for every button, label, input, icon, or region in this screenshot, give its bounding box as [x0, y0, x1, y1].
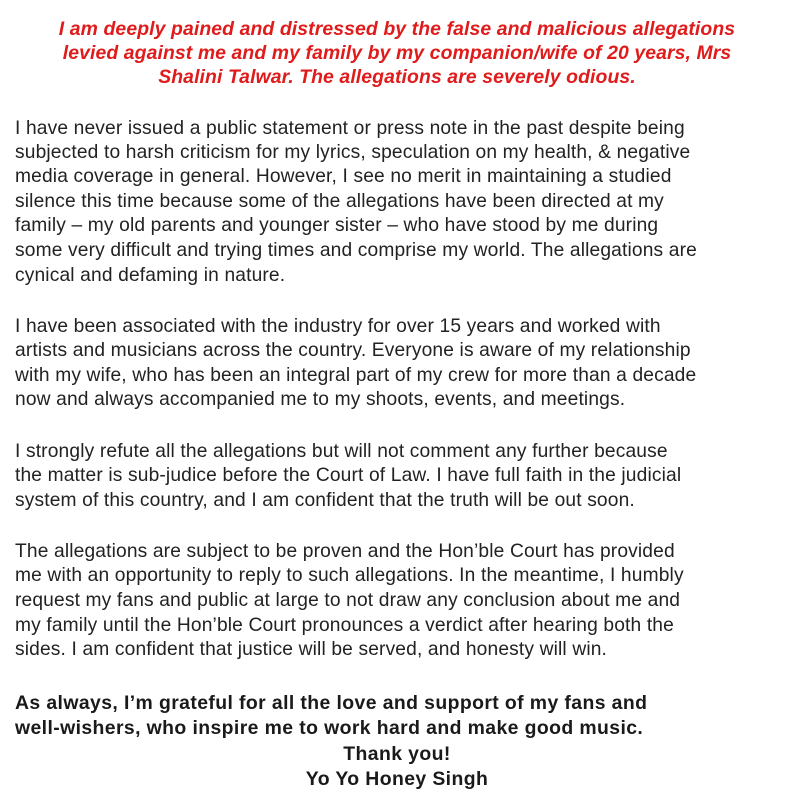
paragraph-2-line-1: I have been associated with the industry for over 15 years and worked with [15, 316, 661, 337]
paragraph-2-line-4: now and always accompanied me to my shoots, events, and meetings. [15, 389, 626, 410]
paragraph-2-line-2: artists and musicians across the country. Everyone is aware of my relationship [15, 340, 691, 361]
closing-line-2: well-wishers, who inspire me to work hard and make good music. [15, 717, 644, 739]
paragraph-1-line-2: subjected to harsh criticism for my lyrics, speculation on my health, & negative [15, 142, 691, 163]
paragraph-1-line-6: some very difficult and trying times and comprise my world. The allegations are [15, 240, 697, 261]
heading-line-2: levied against me and my family by my companion/wife of 20 years, Mrs [62, 42, 732, 64]
paragraph-1-line-3: media coverage in general. However, I see no merit in maintaining a studied [15, 166, 672, 187]
paragraph-1-line-5: family – my old parents and younger sister – who have stood by me during [15, 215, 659, 236]
paragraph-4-line-5: sides. I am confident that justice will be served, and honesty will win. [15, 639, 608, 660]
paragraph-3-line-2: the matter is sub-judice before the Court of Law. I have full faith in the judicial [15, 465, 682, 486]
thank-you: Thank you! [343, 743, 451, 765]
heading-line-1: I am deeply pained and distressed by the false and malicious allegations [58, 18, 736, 40]
paragraph-3-line-1: I strongly refute all the allegations but will not comment any further because [15, 441, 668, 462]
signature: Yo Yo Honey Singh [305, 768, 489, 790]
paragraph-2-line-3: with my wife, who has been an integral part of my crew for more than a decade [15, 365, 697, 386]
paragraph-4-line-4: my family until the Hon’ble Court pronounces a verdict after hearing both the [15, 615, 674, 636]
paragraph-3-line-3: system of this country, and I am confident that the truth will be out soon. [15, 490, 635, 511]
paragraph-1-line-7: cynical and defaming in nature. [15, 265, 286, 286]
closing-line-1: As always, I’m grateful for all the love and support of my fans and [15, 692, 648, 714]
paragraph-4-line-3: request my fans and public at large to not draw any conclusion about me and [15, 590, 681, 611]
heading-line-3: Shalini Talwar. The allegations are severely odious. [158, 66, 636, 88]
paragraph-4-line-2: me with an opportunity to reply to such allegations. In the meantime, I humbly [15, 565, 684, 586]
paragraph-4-line-1: The allegations are subject to be proven and the Hon’ble Court has provided [15, 541, 675, 562]
paragraph-1-line-4: silence this time because some of the allegations have been directed at my [15, 191, 664, 212]
paragraph-1-line-1: I have never issued a public statement or press note in the past despite being [15, 118, 685, 139]
